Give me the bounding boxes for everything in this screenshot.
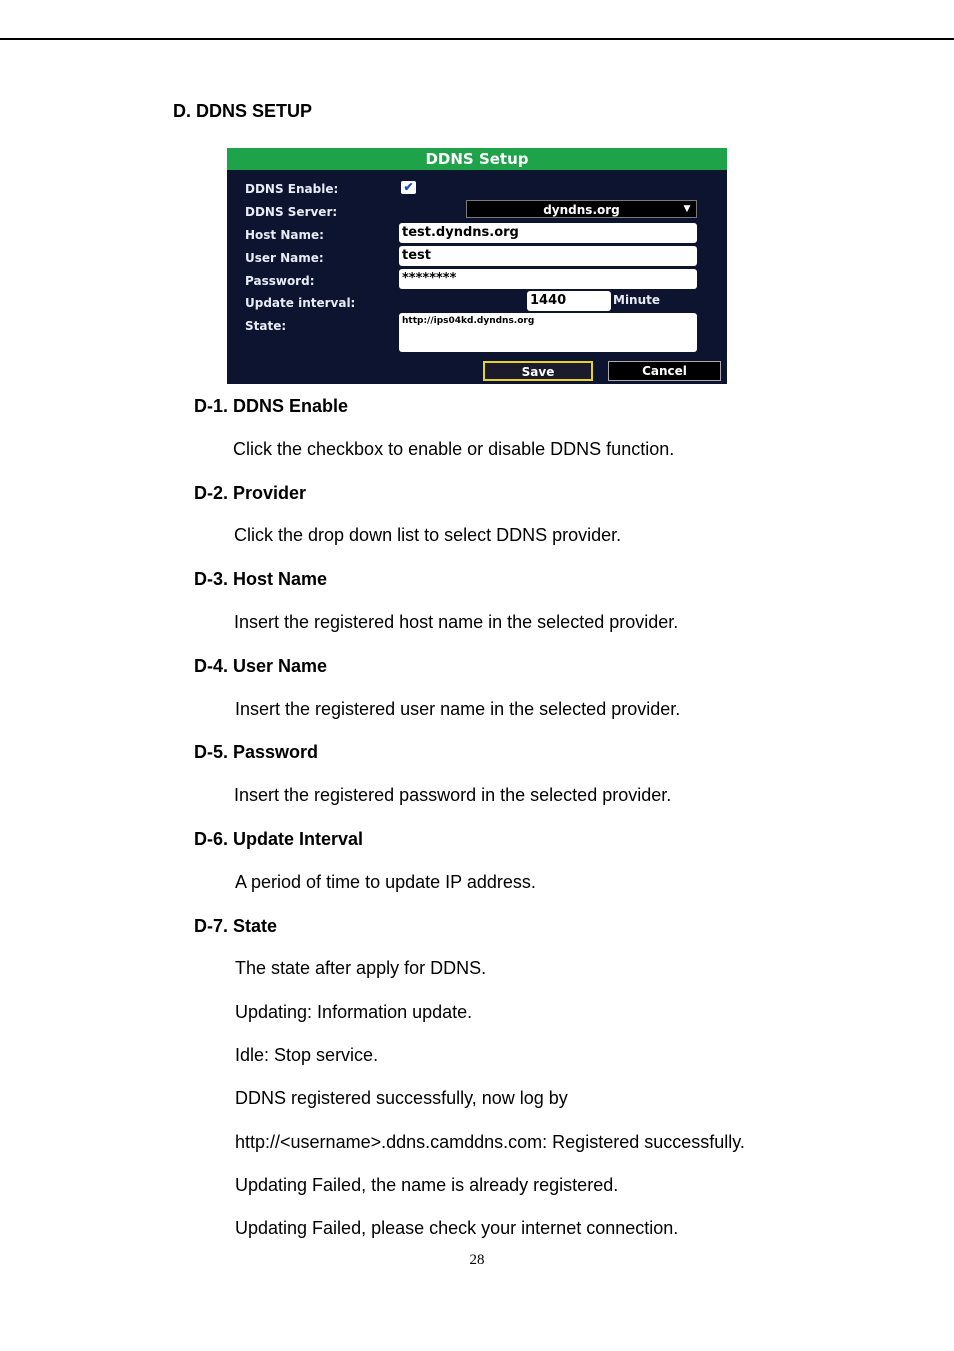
item-heading: D-6. Update Interval [194,829,364,849]
chevron-down-icon: ▼ [683,204,691,214]
state-label: State: [245,319,287,333]
item-heading: D-1. DDNS Enable [194,396,349,416]
dialog-title: DDNS Setup [227,148,727,170]
update-interval-input[interactable]: 1440 [527,291,611,311]
item-text: Insert the registered password in the selected provider. [234,785,672,805]
password-label: Password: [245,274,315,288]
section-title: D. DDNS SETUP [173,101,313,121]
host-name-input[interactable]: test.dyndns.org [399,223,697,243]
ddns-enable-checkbox[interactable]: ✔ [401,181,416,194]
item-text: A period of time to update IP address. [235,872,536,892]
state-line: Updating Failed, the name is already registered. [235,1175,619,1195]
state-line: http://<username>.ddns.camddns.com: Registered successfully. [235,1132,745,1152]
state-field: http://ips04kd.dyndns.org [399,313,697,352]
ddns-server-select[interactable] [466,200,697,218]
item-text: Insert the registered host name in the selected provider. [234,612,679,632]
item-heading: D-2. Provider [194,483,307,503]
item-heading: D-3. Host Name [194,569,328,589]
ddns-server-label: DDNS Server: [245,205,338,219]
state-line: DDNS registered successfully, now log by [235,1088,568,1108]
user-name-label: User Name: [245,251,324,265]
user-name-input[interactable]: test [399,246,697,266]
password-input[interactable]: ******** [399,269,697,289]
ddns-enable-label: DDNS Enable: [245,182,339,196]
item-heading: D-5. Password [194,742,319,762]
host-name-label: Host Name: [245,228,324,242]
state-line: Updating Failed, please check your internet connection. [235,1218,679,1238]
page-number: 28 [469,1252,485,1268]
save-button[interactable]: Save [483,361,593,381]
item-text: Click the checkbox to enable or disable DDNS function. [233,439,675,459]
item-heading: D-4. User Name [194,656,328,676]
state-line: Updating: Information update. [235,1002,473,1022]
cancel-button[interactable]: Cancel [608,361,721,381]
item-heading: D-7. State [194,916,278,936]
ddns-server-value: dyndns.org [543,203,620,217]
update-interval-label: Update interval: [245,296,356,310]
item-text: Insert the registered user name in the selected provider. [235,699,681,719]
header-rule [0,38,954,40]
item-text: Click the drop down list to select DDNS provider. [234,525,622,545]
item-text: The state after apply for DDNS. [235,958,487,978]
ddns-setup-screenshot [227,148,727,384]
state-line: Idle: Stop service. [235,1045,379,1065]
interval-unit: Minute [613,293,661,307]
